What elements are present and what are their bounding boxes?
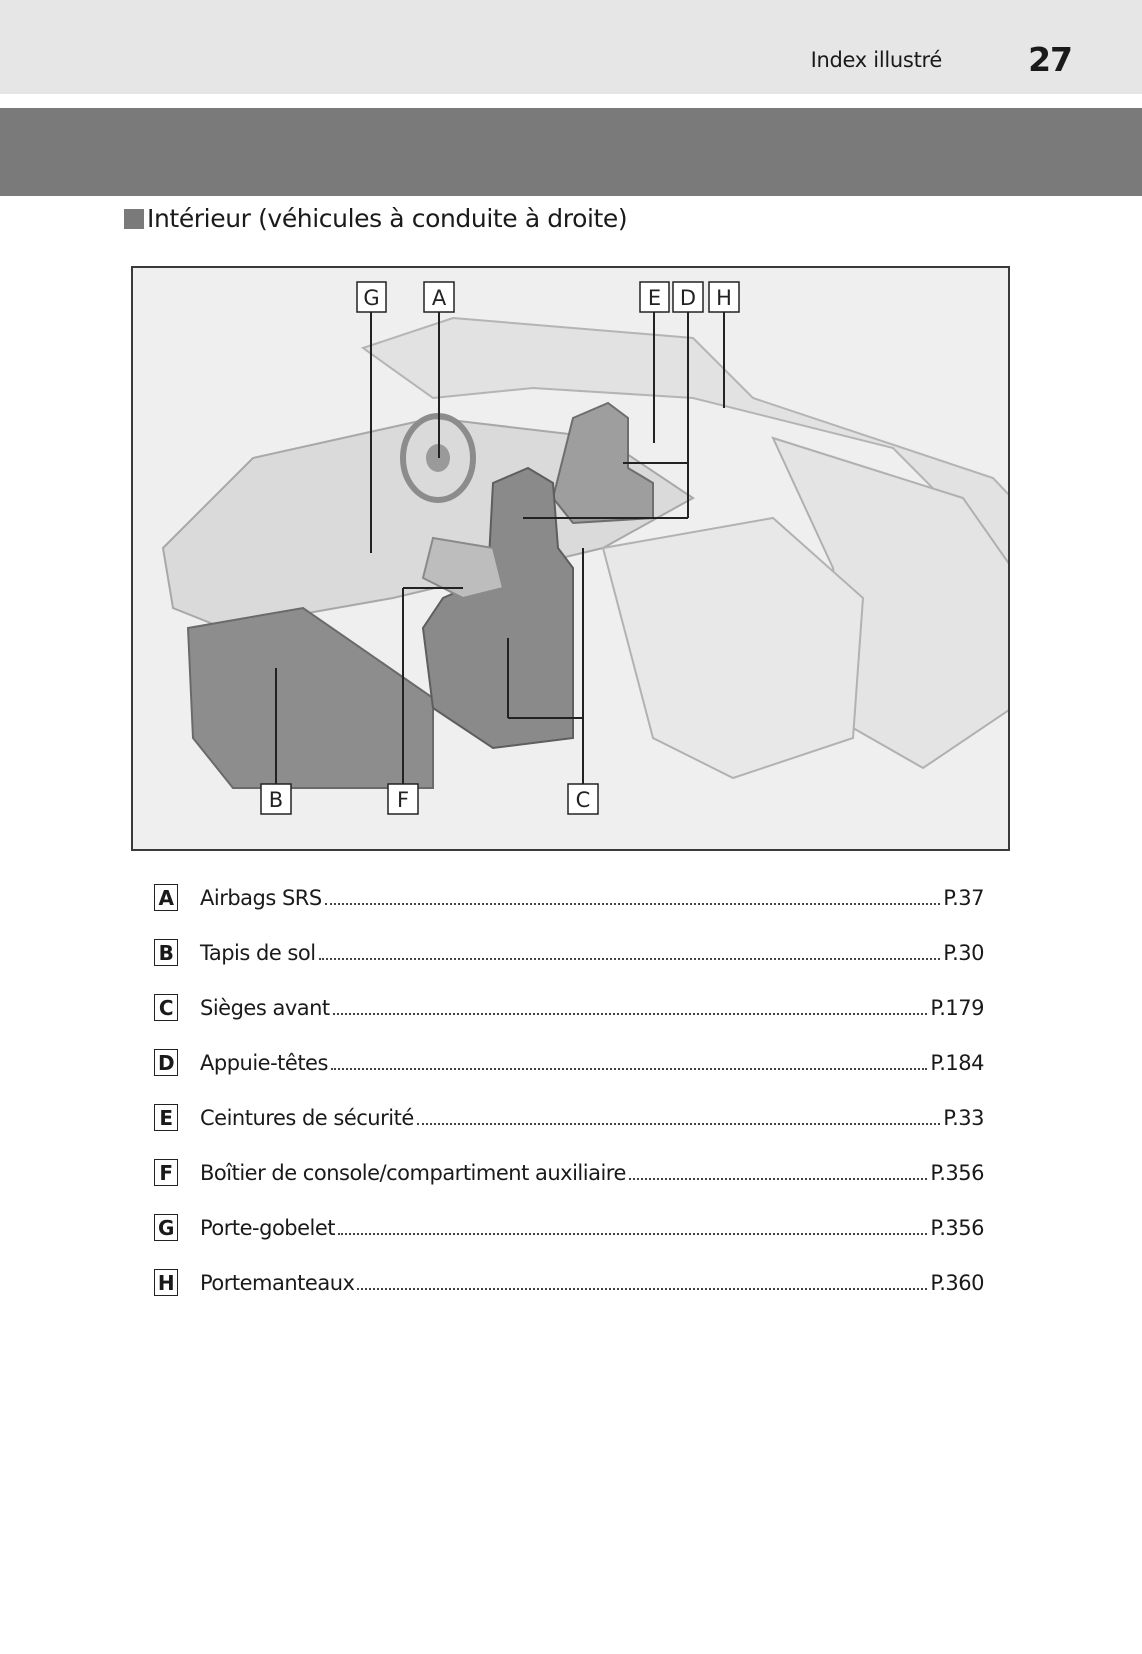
legend-key-d: D <box>154 1049 178 1076</box>
page-reference: P.184 <box>930 1050 984 1075</box>
legend-item <box>154 1145 984 1200</box>
running-title: Index illustré <box>810 48 942 72</box>
legend-item <box>154 980 984 1035</box>
legend-key-c: C <box>154 994 178 1021</box>
legend-key-g: G <box>154 1214 178 1241</box>
svg-text:B: B <box>268 788 284 812</box>
page-reference: P.356 <box>930 1215 984 1240</box>
legend-key-e: E <box>154 1104 178 1131</box>
svg-text:D: D <box>679 286 697 310</box>
legend-item <box>154 1035 984 1090</box>
section-heading <box>124 204 627 233</box>
legend-item <box>154 1090 984 1145</box>
legend-label: Airbags SRS <box>200 885 322 910</box>
leader-dots <box>333 1013 928 1015</box>
chapter-band <box>0 108 1142 196</box>
callout-b <box>261 784 291 814</box>
svg-text:F: F <box>396 788 410 812</box>
legend-key-f: F <box>154 1159 178 1186</box>
legend-item <box>154 1255 984 1310</box>
callout-f <box>388 784 418 814</box>
floor-mat-shape <box>188 608 433 788</box>
callout-g <box>357 282 386 312</box>
legend-label: Appuie-têtes <box>200 1050 328 1075</box>
page-reference: P.356 <box>930 1160 984 1185</box>
legend-label: Portemanteaux <box>200 1270 355 1295</box>
leader-dots <box>325 903 940 905</box>
legend-label: Tapis de sol <box>200 940 316 965</box>
legend-item <box>154 1200 984 1255</box>
callout-d <box>673 282 703 312</box>
legend-label: Porte-gobelet <box>200 1215 336 1240</box>
legend-key-b: B <box>154 939 178 966</box>
page-reference: P.30 <box>943 940 984 965</box>
leader-dots <box>417 1123 940 1125</box>
leader-dots <box>319 958 941 960</box>
legend-item <box>154 925 984 980</box>
svg-text:E: E <box>647 286 662 310</box>
legend-key-h: H <box>154 1269 178 1296</box>
leader-dots <box>629 1178 927 1180</box>
leader-dots <box>331 1068 927 1070</box>
svg-text:H: H <box>716 286 732 310</box>
callout-a <box>424 282 454 312</box>
legend-label: Ceintures de sécurité <box>200 1105 414 1130</box>
legend-item <box>154 870 984 925</box>
legend-label: Boîtier de console/compartiment auxiliaire <box>200 1160 626 1185</box>
callout-c <box>568 784 598 814</box>
page-number: 27 <box>1028 40 1072 79</box>
leader-dots <box>357 1288 927 1290</box>
page-reference: P.179 <box>930 995 984 1020</box>
leader-dots <box>338 1233 927 1235</box>
page-reference: P.37 <box>943 885 984 910</box>
car-interior-drawing <box>133 268 1010 851</box>
svg-text:A: A <box>431 286 447 310</box>
legend-key-a: A <box>154 884 178 911</box>
svg-text:C: C <box>575 788 591 812</box>
callout-e <box>640 282 669 312</box>
interior-illustration <box>131 266 1010 851</box>
rear-seat-shape <box>603 518 863 778</box>
legend-list <box>154 870 984 1310</box>
legend-label: Sièges avant <box>200 995 330 1020</box>
header-band <box>0 0 1142 94</box>
page-reference: P.360 <box>930 1270 984 1295</box>
svg-text:G: G <box>363 286 380 310</box>
section-heading-text: Intérieur (véhicules à conduite à droite) <box>147 204 628 233</box>
square-bullet-icon <box>124 209 144 229</box>
callout-h <box>709 282 739 312</box>
page-reference: P.33 <box>943 1105 984 1130</box>
